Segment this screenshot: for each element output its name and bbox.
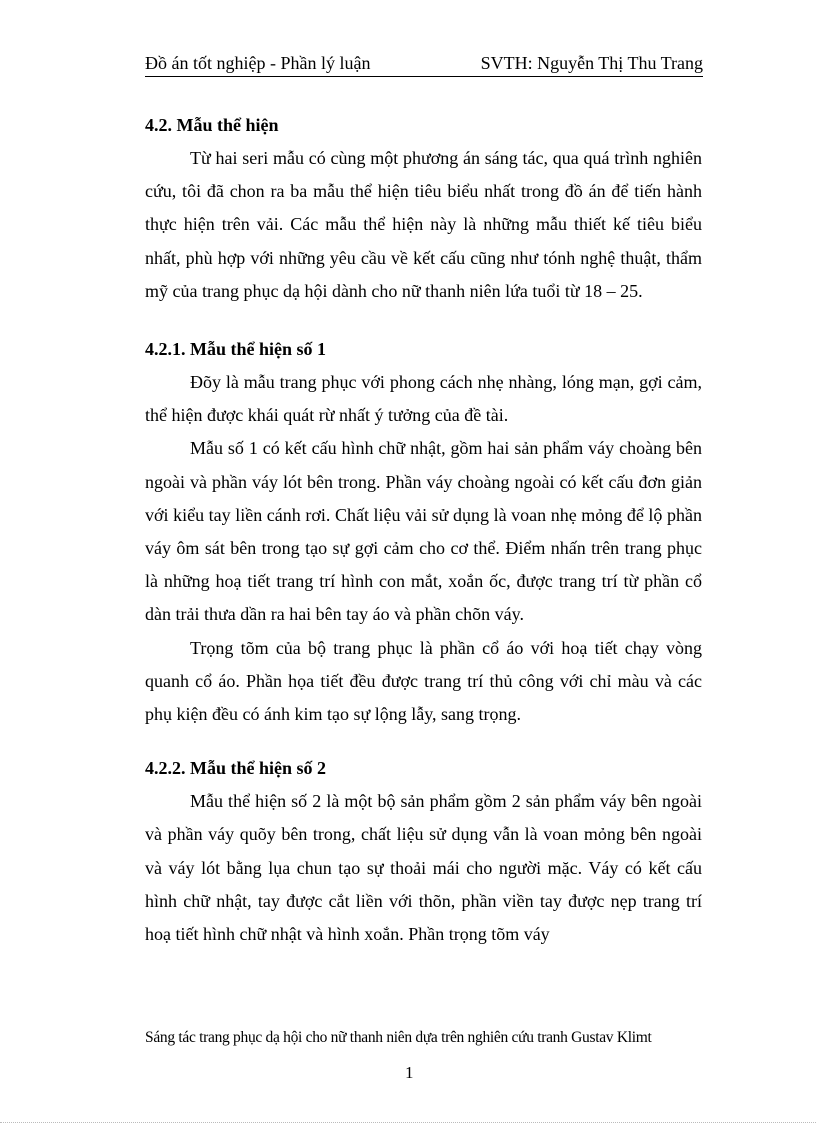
section-heading: 4.2.1. Mẫu thể hiện số 1 <box>145 339 327 360</box>
document-body <box>145 108 702 951</box>
paragraph: Mẫu số 1 có kết cấu hình chữ nhật, gồm hai sản phẩm váy choàng bên ngoài và phần váy lót bên trong. Phần váy choàng ngoài có kết cấu đơn giản với kiểu tay liền cánh rơi. Chất liệu vải sử dụng là voan nhẹ mỏng để lộ phần váy ôm sát bên trong tạo sự gợi cảm cho cơ thể. Điểm nhấn trên trang phục là những hoạ tiết trang trí hình con mắt, xoắn ốc, được trang trí từ phần cổ dàn trải thưa dần ra hai bên tay áo và phần chõn váy. <box>145 438 702 625</box>
header-author: SVTH: Nguyễn Thị Thu Trang <box>480 53 703 73</box>
page-header <box>145 52 703 77</box>
paragraph: Trọng tõm của bộ trang phục là phần cổ áo với hoạ tiết chạy vòng quanh cổ áo. Phần họa tiết đều được trang trí thủ công với chỉ màu và các phụ kiện đều có ánh kim tạo sự lộng lẫy, sang trọng. <box>145 637 702 725</box>
paragraph: Mẫu thể hiện số 2 là một bộ sản phẩm gồm 2 sản phẩm váy bên ngoài và phần váy quõy bên trong, chất liệu sử dụng vẫn là voan mỏng bên ngoài và váy lót bằng lụa chun tạo sự thoải mái cho người mặc. Váy có kết cấu hình chữ nhật, tay được cắt liền với thõn, phần viền tay được nẹp trang trí hoạ tiết hình chữ nhật và hình xoắn. Phần trọng tõm váy <box>145 791 702 945</box>
section-heading: 4.2. Mẫu thể hiện <box>145 115 279 135</box>
paragraph: Đõy là mẫu trang phục với phong cách nhẹ nhàng, lóng mạn, gợi cảm, thể hiện được khái quát rừ nhất ý tưởng của đề tài. <box>145 372 702 426</box>
section-heading: 4.2.2. Mẫu thể hiện số 2 <box>145 758 327 779</box>
footer-title: Sáng tác trang phục dạ hội cho nữ thanh niên dựa trên nghiên cứu tranh Gustav Klimt <box>145 1029 652 1046</box>
page-number: 1 <box>405 1063 414 1082</box>
header-title: Đồ án tốt nghiệp - Phần lý luận <box>145 53 371 73</box>
paragraph: Từ hai seri mẫu có cùng một phương án sáng tác, qua quá trình nghiên cứu, tôi đã chon ra ba mẫu thể hiện tiêu biểu nhất trong đồ án để tiến hành thực hiện trên vải. Các mẫu thể hiện này là những mẫu thiết kế tiêu biểu nhất, phù hợp với những yêu cầu về kết cấu cũng như tónh nghệ thuật, thẩm mỹ của trang phục dạ hội dành cho nữ thanh niên lứa tuổi từ 18 – 25. <box>145 148 702 301</box>
